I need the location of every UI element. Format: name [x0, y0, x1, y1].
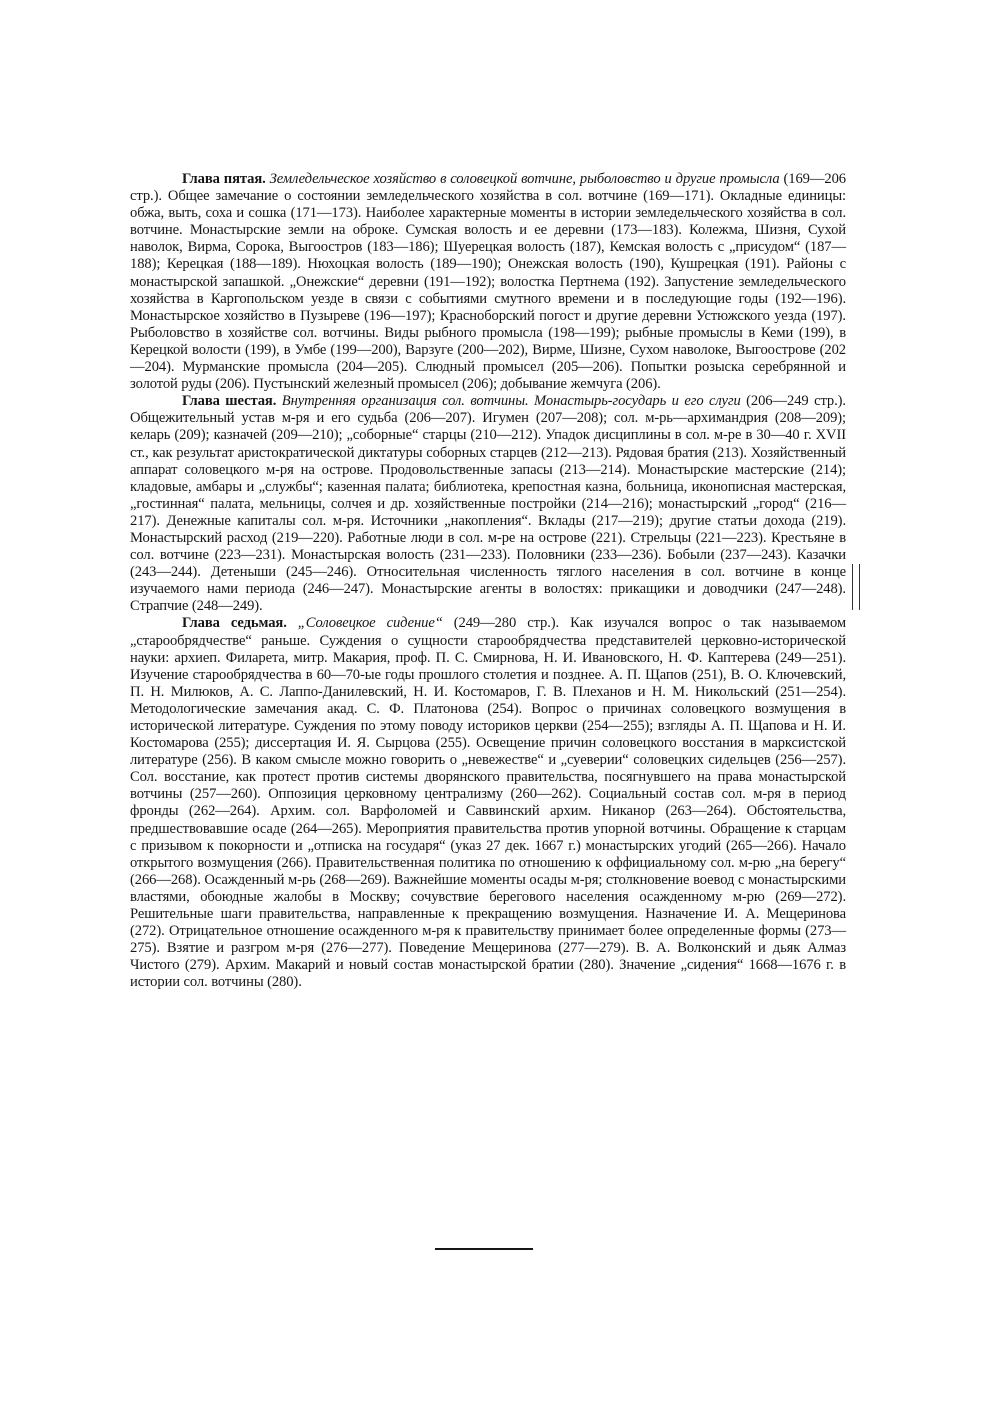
chapter-body: (169—206 стр.). Общее замечание о состоянии земледельческого хозяйства в сол. вотчине (169—171). Окладные единицы: обжа, выть, соха и сошка (171—173). Наиболее характерные моменты в истории земледельческого хозяйства в сол. вотчине. Монастырские земли на оброке. Сумская волость и ее деревни (173—183). Колежма, Шизня, Сухой наволок, Вирма, Сорока, Выгоостров (183—186); Шуерецкая волость (187), Кемская волость с „присудом“ (187—188); Керецкая (188—189). Нюхоцкая волость (189—190); Онежская волость (190), Кушрецкая (191). Районы с монастырской запашкой. „Онежские“ деревни (191—192); волостка Пертнема (192). Запустение земледельческого хозяйства в Каргопольском уезде в связи с событиями смутного времени и в последующие годы (192—196). Монастырское хозяйство в Пузыреве (196—197); Красноборский погост и другие деревни Устюжского уезда (197). Рыболовство в хозяйстве сол. вотчины. Виды рыбного промысла (198—199); рыбные промыслы в Кеми (199), в Керецкой волости (199), в Умбе (199—200), Варзуге (200—202), Вирме, Шизне, Сухом наволоке, Выгоострове (202—204). Мурманские промысла (204—205). Слюдный промысел (205—206). Попытки розыска серебрянной и золотой руды (206). Пустынский железный промысел (206); добывание жемчуга (206).: [130, 171, 846, 393]
chapter-body: (206—249 стр.). Общежительный устав м-ря и его судьба (206—207). Игумен (207—208); сол. м-рь—архимандрия (208—209); келарь (209); казначей (209—210); „соборные“ старцы (210—212). Упадок дисциплины в сол. м-ре в 30—40 г. XVII ст., как результат аристократической диктатуры соборных старцев (212—213). Рядовая братия (213). Хозяйственный аппарат соловецкого м-ря на острове. Продовольственные запасы (213—214). Монастырские мастерские (214); кладовые, амбары и „службы“; казенная палата; библиотека, крепостная казна, больница, иконописная мастерская, „гостинная“ палата, мельницы, солчея и др. хозяйственные постройки (214—216); монастырский „город“ (216—217). Денежные капиталы сол. м-ря. Источники „накопления“. Вклады (217—219); другие статьи дохода (219). Монастырский расход (219—220). Работные люди в сол. м-ре на острове (221). Стрельцы (221—223). Крестьяне в сол. вотчине (223—231). Монастырская волость (231—233). Половники (233—236). Бобыли (237—243). Казачки (243—244). Детеныши (245—246). Относительная численность тяглого населения в сол. вотчине в конце изучаемого нами периода (246—247). Монастырские агенты в волостях: прикащики и доводчики (247—248). Страпчие (248—249).: [130, 393, 846, 615]
chapter-subject: Внутренняя организация сол. вотчины. Монастырь-государь и его слуги: [281, 393, 741, 410]
chapter-six: [130, 393, 846, 615]
chapter-seven: [130, 615, 846, 991]
margin-mark: [852, 564, 860, 610]
chapter-heading: Глава пятая.: [182, 171, 266, 187]
table-of-contents: [130, 171, 846, 992]
chapter-heading: Глава седьмая.: [182, 615, 287, 632]
chapter-five: [130, 171, 846, 393]
chapter-subject: „Соловецкое сидение“: [297, 615, 443, 632]
chapter-heading: Глава шестая.: [182, 393, 277, 410]
chapter-subject: Земледельческое хозяйство в соловецкой вотчине, рыболовство и другие промысла: [269, 171, 780, 187]
chapter-body: (249—280 стр.). Как изучался вопрос о так называемом „старообрядчестве“ раньше. Суждения о сущности старообрядчества представителей церковно-исторической науки: архиеп. Филарета, митр. Макария, проф. П. С. Смирнова, Н. И. Ивановского, Н. Ф. Каптерева (249—251). Изучение старообрядчества в 60—70-ые годы прошлого столетия и позднее. А. П. Щапов (251), В. О. Ключевский, П. Н. Милюков, А. С. Лаппо-Данилевский, Н. И. Костомаров, Г. В. Плеханов и Н. М. Никольский (251—254). Методологические замечания акад. С. Ф. Платонова (254). Вопрос о причинах соловецкого возмущения в исторической литературе. Суждения по этому поводу историков церкви (254—255); взгляды А. П. Щапова и Н. И. Костомарова (255); диссертация И. Я. Сырцова (255). Освещение причин соловецкого восстания в марксистской литературе (256). В каком смысле можно говорить о „невежестве“ и „суеверии“ соловецких сидельцев (256—257). Сол. восстание, как протест против системы дворянского правительства, посягнувшего на права монастырской вотчины (257—260). Оппозиция церковному централизму (260—262). Социальный состав сол. м-ря в период фронды (262—264). Архим. сол. Варфоломей и Саввинский архим. Никанор (263—264). Обстоятельства, предшествовавшие осаде (264—265). Мероприятия правительства против упорной вотчины. Обращение к старцам с призывом к покорности и „отписка на государя“ (указ 27 дек. 1667 г.) монастырских угодий (265—266). Начало открытого возмущения (266). Правительственная политика по отношению к оффициальному сол. м-рю „на берегу“ (266—268). Осажденный м-рь (268—269). Важнейшие моменты осады м-ря; столкновение воевод с монастырскими властями, обоюдные жалобы в Москву; сочувствие берегового населения осажденному м-рю (269—272). Решительные шаги правительства, направленные к прекращению возмущения. Назначение И. А. Мещеринова (272). Отрицательное отношение осажденного м-ря к правительству принимает более определенные формы (273—275). Взятие и разгром м-ря (276—277). Поведение Мещеринова (277—279). В. А. Волконский и дьяк Алмаз Чистого (279). Архим. Макарий и новый состав монастырской братии (280). Значение „сидения“ 1668—1676 г. в истории сол. вотчины (280).: [130, 615, 846, 991]
end-divider: [435, 1248, 533, 1250]
